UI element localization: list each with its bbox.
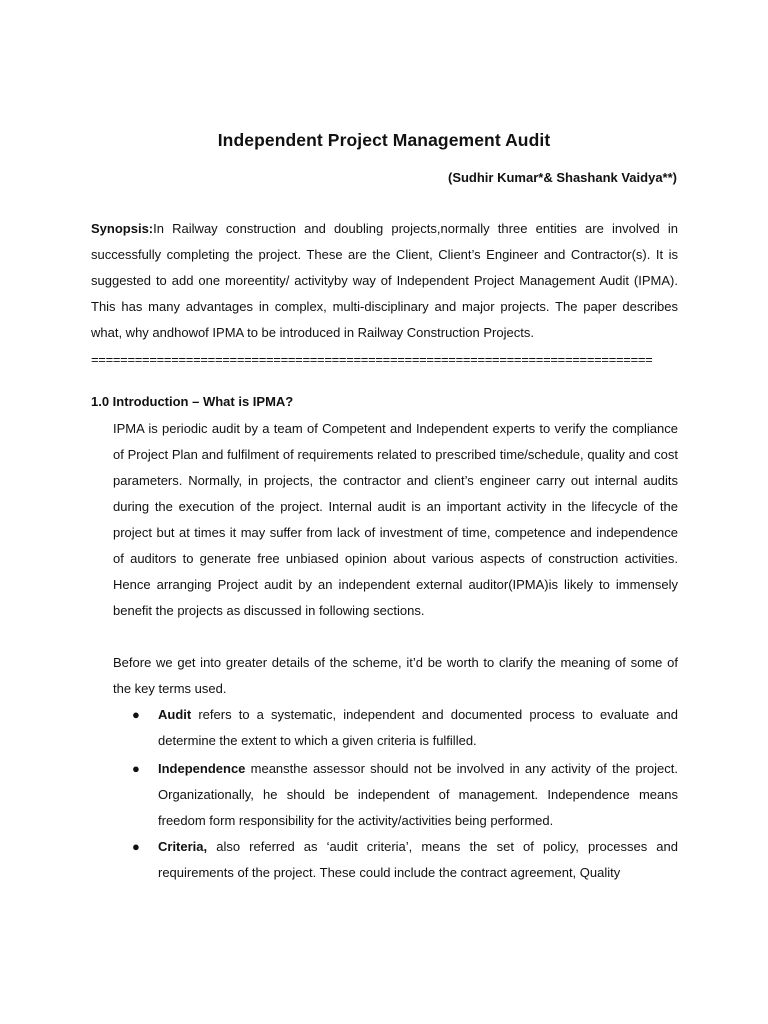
bullet-icon: ● — [132, 761, 140, 776]
separator-line: ============================================================================= — [91, 352, 653, 367]
bullet-term: Audit — [158, 707, 192, 722]
bullet-definition: also referred as ‘audit criteria’, means the set of policy, processes and requirements of the project. These could include the contract agreement, Quality — [158, 839, 678, 880]
document-title: Independent Project Management Audit — [217, 130, 551, 150]
bullet-definition: refers to a systematic, independent and documented process to evaluate and determine the extent to which a given criteria is fulfilled. — [158, 707, 678, 748]
bullet-definition: meansthe assessor should not be involved in any activity of the project. Organizationally, he should be independent of management. Independence means freedom form responsibility for the activity/activities being performed. — [158, 761, 678, 828]
bullet-term: Independence — [158, 761, 246, 776]
synopsis-label: Synopsis: — [91, 221, 154, 236]
section-heading-introduction: 1.0 Introduction – What is IPMA? — [91, 394, 294, 409]
bullet-text — [158, 834, 678, 886]
synopsis-text: In Railway construction and doubling projects,normally three entities are involved in successfully completing the project. These are the Client, Client’s Engineer and Contractor(s). It is suggested to add one moreentity/ activityby way of Independent Project Management Audit (IPMA). This has many advantages in complex, multi-disciplinary and major projects. The paper describes what, why andhowof IPMA to be introduced in Railway Construction Projects. — [91, 221, 678, 340]
synopsis-paragraph — [91, 216, 678, 346]
bullet-text — [158, 702, 678, 754]
key-terms-paragraph: Before we get into greater details of the scheme, it’d be worth to clarify the meaning of some of the key terms used. — [113, 655, 678, 696]
bullet-icon: ● — [132, 839, 140, 854]
bullet-text — [158, 756, 678, 834]
intro-paragraph: IPMA is periodic audit by a team of Competent and Independent experts to verify the compliance of Project Plan and fulfilment of requirements related to prescribed time/schedule, quality and cost parameters. Normally, in projects, the contractor and client’s engineer carry out internal audits during the execution of the project. Internal audit is an important activity in the lifecycle of the project but at times it may suffer from lack of investment of time, competence and independence of auditors to generate free unbiased opinion about various aspects of construction activities. Hence arranging Project audit by an independent external auditor(IPMA)is likely to immensely benefit the projects as discussed in following sections. — [113, 421, 678, 618]
authors-line: (Sudhir Kumar*& Shashank Vaidya**) — [447, 170, 677, 185]
bullet-term: Criteria, — [158, 839, 208, 854]
bullet-icon: ● — [132, 707, 140, 722]
